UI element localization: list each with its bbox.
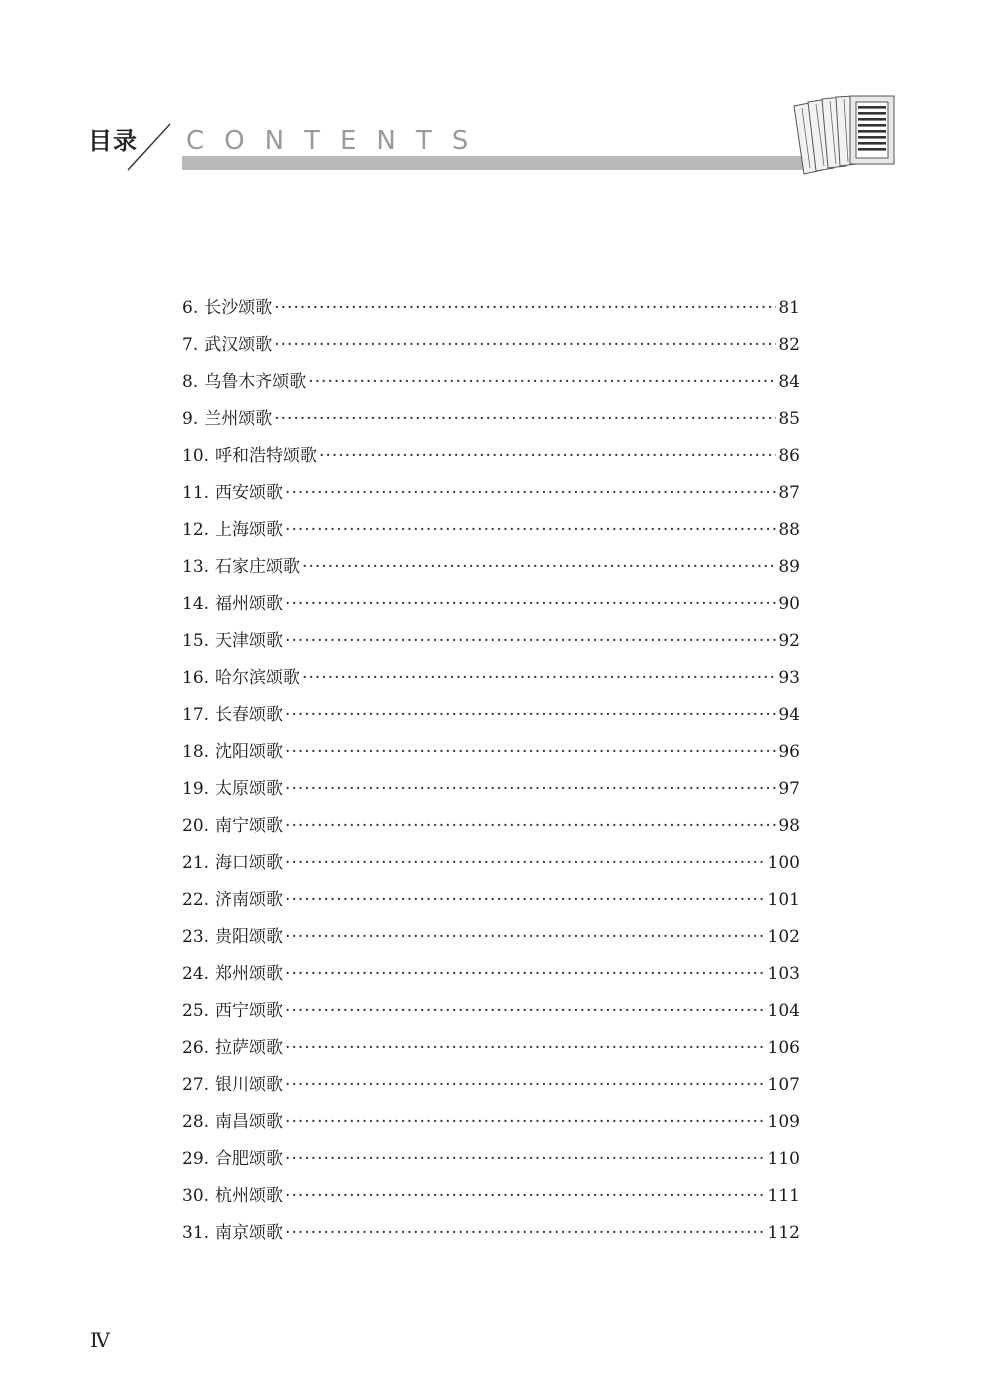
toc-dot-leader bbox=[285, 475, 776, 512]
toc-entry-title: 拉萨颂歌 bbox=[215, 1038, 284, 1058]
toc-entry-page: 98 bbox=[778, 816, 800, 836]
toc-dot-leader bbox=[274, 327, 776, 364]
toc-entry-title: 沈阳颂歌 bbox=[215, 742, 284, 762]
toc-dot-leader bbox=[285, 771, 776, 808]
toc-dot-leader bbox=[308, 364, 776, 401]
toc-entry-number: 13. bbox=[182, 557, 210, 577]
toc-entry[interactable] bbox=[182, 697, 800, 734]
toc-entry-page: 96 bbox=[778, 742, 800, 762]
toc-entry-number: 16. bbox=[182, 668, 210, 688]
toc-entry-page: 106 bbox=[767, 1038, 800, 1058]
toc-entry-title: 南昌颂歌 bbox=[215, 1112, 284, 1132]
toc-entry-page: 85 bbox=[778, 409, 800, 429]
toc-entry[interactable] bbox=[182, 845, 800, 882]
toc-entry-page: 87 bbox=[778, 483, 800, 503]
contents-title-en: CONTENTS bbox=[186, 126, 489, 156]
toc-entry-number: 6. bbox=[182, 298, 199, 318]
toc-entry-page: 82 bbox=[778, 335, 800, 355]
toc-entry[interactable] bbox=[182, 808, 800, 845]
toc-entry-page: 104 bbox=[767, 1001, 800, 1021]
toc-entry-title: 哈尔滨颂歌 bbox=[215, 668, 301, 688]
toc-entry-title: 武汉颂歌 bbox=[204, 335, 273, 355]
toc-entry-page: 100 bbox=[767, 853, 800, 873]
toc-entry-page: 103 bbox=[767, 964, 800, 984]
toc-entry[interactable] bbox=[182, 956, 800, 993]
toc-entry-number: 20. bbox=[182, 816, 210, 836]
toc-dot-leader bbox=[274, 401, 776, 438]
toc-entry-title: 南京颂歌 bbox=[215, 1223, 284, 1243]
toc-entry-number: 25. bbox=[182, 1001, 210, 1021]
toc-dot-leader bbox=[285, 623, 776, 660]
toc-entry-number: 22. bbox=[182, 890, 210, 910]
toc-entry-title: 西宁颂歌 bbox=[215, 1001, 284, 1021]
toc-entry-title: 西安颂歌 bbox=[215, 483, 284, 503]
toc-entry[interactable] bbox=[182, 1104, 800, 1141]
toc-entry[interactable] bbox=[182, 660, 800, 697]
table-of-contents bbox=[182, 290, 800, 1252]
toc-dot-leader bbox=[285, 845, 766, 882]
toc-dot-leader bbox=[285, 956, 766, 993]
toc-entry-number: 19. bbox=[182, 779, 210, 799]
toc-dot-leader bbox=[285, 919, 766, 956]
toc-entry-title: 上海颂歌 bbox=[215, 520, 284, 540]
toc-entry-title: 贵阳颂歌 bbox=[215, 927, 284, 947]
toc-dot-leader bbox=[274, 290, 776, 327]
page-header bbox=[0, 0, 1000, 200]
toc-entry-title: 南宁颂歌 bbox=[215, 816, 284, 836]
toc-entry[interactable] bbox=[182, 438, 800, 475]
toc-entry-page: 86 bbox=[778, 446, 800, 466]
toc-entry-number: 11. bbox=[182, 483, 210, 503]
toc-entry-page: 92 bbox=[778, 631, 800, 651]
toc-entry[interactable] bbox=[182, 1178, 800, 1215]
toc-entry-page: 84 bbox=[778, 372, 800, 392]
toc-dot-leader bbox=[285, 808, 776, 845]
toc-entry-number: 17. bbox=[182, 705, 210, 725]
title-divider-slash bbox=[126, 122, 172, 172]
toc-entry-title: 合肥颂歌 bbox=[215, 1149, 284, 1169]
toc-entry-title: 银川颂歌 bbox=[215, 1075, 284, 1095]
toc-entry[interactable] bbox=[182, 290, 800, 327]
toc-entry-title: 长沙颂歌 bbox=[204, 298, 273, 318]
toc-entry-number: 24. bbox=[182, 964, 210, 984]
toc-entry[interactable] bbox=[182, 475, 800, 512]
toc-entry-number: 15. bbox=[182, 631, 210, 651]
toc-entry[interactable] bbox=[182, 882, 800, 919]
toc-entry-title: 长春颂歌 bbox=[215, 705, 284, 725]
toc-entry-page: 110 bbox=[767, 1149, 800, 1169]
toc-entry[interactable] bbox=[182, 586, 800, 623]
toc-entry-title: 兰州颂歌 bbox=[204, 409, 273, 429]
toc-entry-page: 89 bbox=[778, 557, 800, 577]
toc-dot-leader bbox=[285, 1067, 766, 1104]
toc-entry-number: 8. bbox=[182, 372, 199, 392]
toc-dot-leader bbox=[285, 993, 766, 1030]
toc-dot-leader bbox=[285, 1104, 766, 1141]
toc-entry-page: 93 bbox=[778, 668, 800, 688]
toc-entry-number: 26. bbox=[182, 1038, 210, 1058]
toc-entry[interactable] bbox=[182, 623, 800, 660]
toc-dot-leader bbox=[302, 549, 776, 586]
toc-entry-page: 112 bbox=[767, 1223, 800, 1243]
toc-dot-leader bbox=[285, 512, 776, 549]
toc-entry-number: 29. bbox=[182, 1149, 210, 1169]
toc-entry[interactable] bbox=[182, 1215, 800, 1252]
toc-entry-title: 福州颂歌 bbox=[215, 594, 284, 614]
toc-entry-number: 7. bbox=[182, 335, 199, 355]
header-rule-bar bbox=[182, 156, 810, 170]
toc-entry[interactable] bbox=[182, 1067, 800, 1104]
toc-entry[interactable] bbox=[182, 1141, 800, 1178]
toc-entry-title: 乌鲁木齐颂歌 bbox=[204, 372, 307, 392]
toc-entry[interactable] bbox=[182, 512, 800, 549]
toc-entry-number: 14. bbox=[182, 594, 210, 614]
toc-entry-number: 9. bbox=[182, 409, 199, 429]
toc-entry-number: 28. bbox=[182, 1112, 210, 1132]
toc-entry[interactable] bbox=[182, 993, 800, 1030]
toc-entry-page: 107 bbox=[767, 1075, 800, 1095]
toc-dot-leader bbox=[285, 586, 776, 623]
toc-entry[interactable] bbox=[182, 549, 800, 586]
toc-dot-leader bbox=[285, 697, 776, 734]
toc-dot-leader bbox=[319, 438, 776, 475]
toc-dot-leader bbox=[285, 1215, 766, 1252]
toc-entry-page: 111 bbox=[767, 1186, 800, 1206]
toc-entry-title: 石家庄颂歌 bbox=[215, 557, 301, 577]
toc-entry-page: 81 bbox=[778, 298, 800, 318]
toc-entry-number: 18. bbox=[182, 742, 210, 762]
toc-entry-title: 杭州颂歌 bbox=[215, 1186, 284, 1206]
toc-entry-number: 23. bbox=[182, 927, 210, 947]
toc-entry-page: 90 bbox=[778, 594, 800, 614]
toc-entry[interactable] bbox=[182, 919, 800, 956]
toc-entry-page: 94 bbox=[778, 705, 800, 725]
toc-dot-leader bbox=[285, 1141, 766, 1178]
toc-entry-number: 21. bbox=[182, 853, 210, 873]
toc-entry-page: 101 bbox=[767, 890, 800, 910]
toc-entry-number: 10. bbox=[182, 446, 210, 466]
toc-entry-number: 30. bbox=[182, 1186, 210, 1206]
toc-entry-number: 27. bbox=[182, 1075, 210, 1095]
toc-entry[interactable] bbox=[182, 327, 800, 364]
toc-entry-page: 102 bbox=[767, 927, 800, 947]
toc-dot-leader bbox=[302, 660, 776, 697]
toc-entry[interactable] bbox=[182, 401, 800, 438]
toc-entry[interactable] bbox=[182, 1030, 800, 1067]
accordion-icon bbox=[788, 92, 900, 176]
toc-entry-title: 济南颂歌 bbox=[215, 890, 284, 910]
toc-entry-title: 海口颂歌 bbox=[215, 853, 284, 873]
toc-entry-page: 97 bbox=[778, 779, 800, 799]
toc-dot-leader bbox=[285, 1178, 766, 1215]
toc-entry-page: 88 bbox=[778, 520, 800, 540]
toc-entry-page: 109 bbox=[767, 1112, 800, 1132]
toc-entry-number: 31. bbox=[182, 1223, 210, 1243]
toc-entry[interactable] bbox=[182, 364, 800, 401]
toc-entry[interactable] bbox=[182, 771, 800, 808]
contents-title-cn: 目录 bbox=[88, 127, 138, 155]
toc-entry[interactable] bbox=[182, 734, 800, 771]
toc-entry-title: 天津颂歌 bbox=[215, 631, 284, 651]
page-number: Ⅳ bbox=[90, 1328, 110, 1352]
toc-dot-leader bbox=[285, 882, 766, 919]
toc-entry-title: 呼和浩特颂歌 bbox=[215, 446, 318, 466]
toc-dot-leader bbox=[285, 1030, 766, 1067]
toc-entry-title: 太原颂歌 bbox=[215, 779, 284, 799]
toc-entry-number: 12. bbox=[182, 520, 210, 540]
toc-entry-title: 郑州颂歌 bbox=[215, 964, 284, 984]
toc-dot-leader bbox=[285, 734, 776, 771]
